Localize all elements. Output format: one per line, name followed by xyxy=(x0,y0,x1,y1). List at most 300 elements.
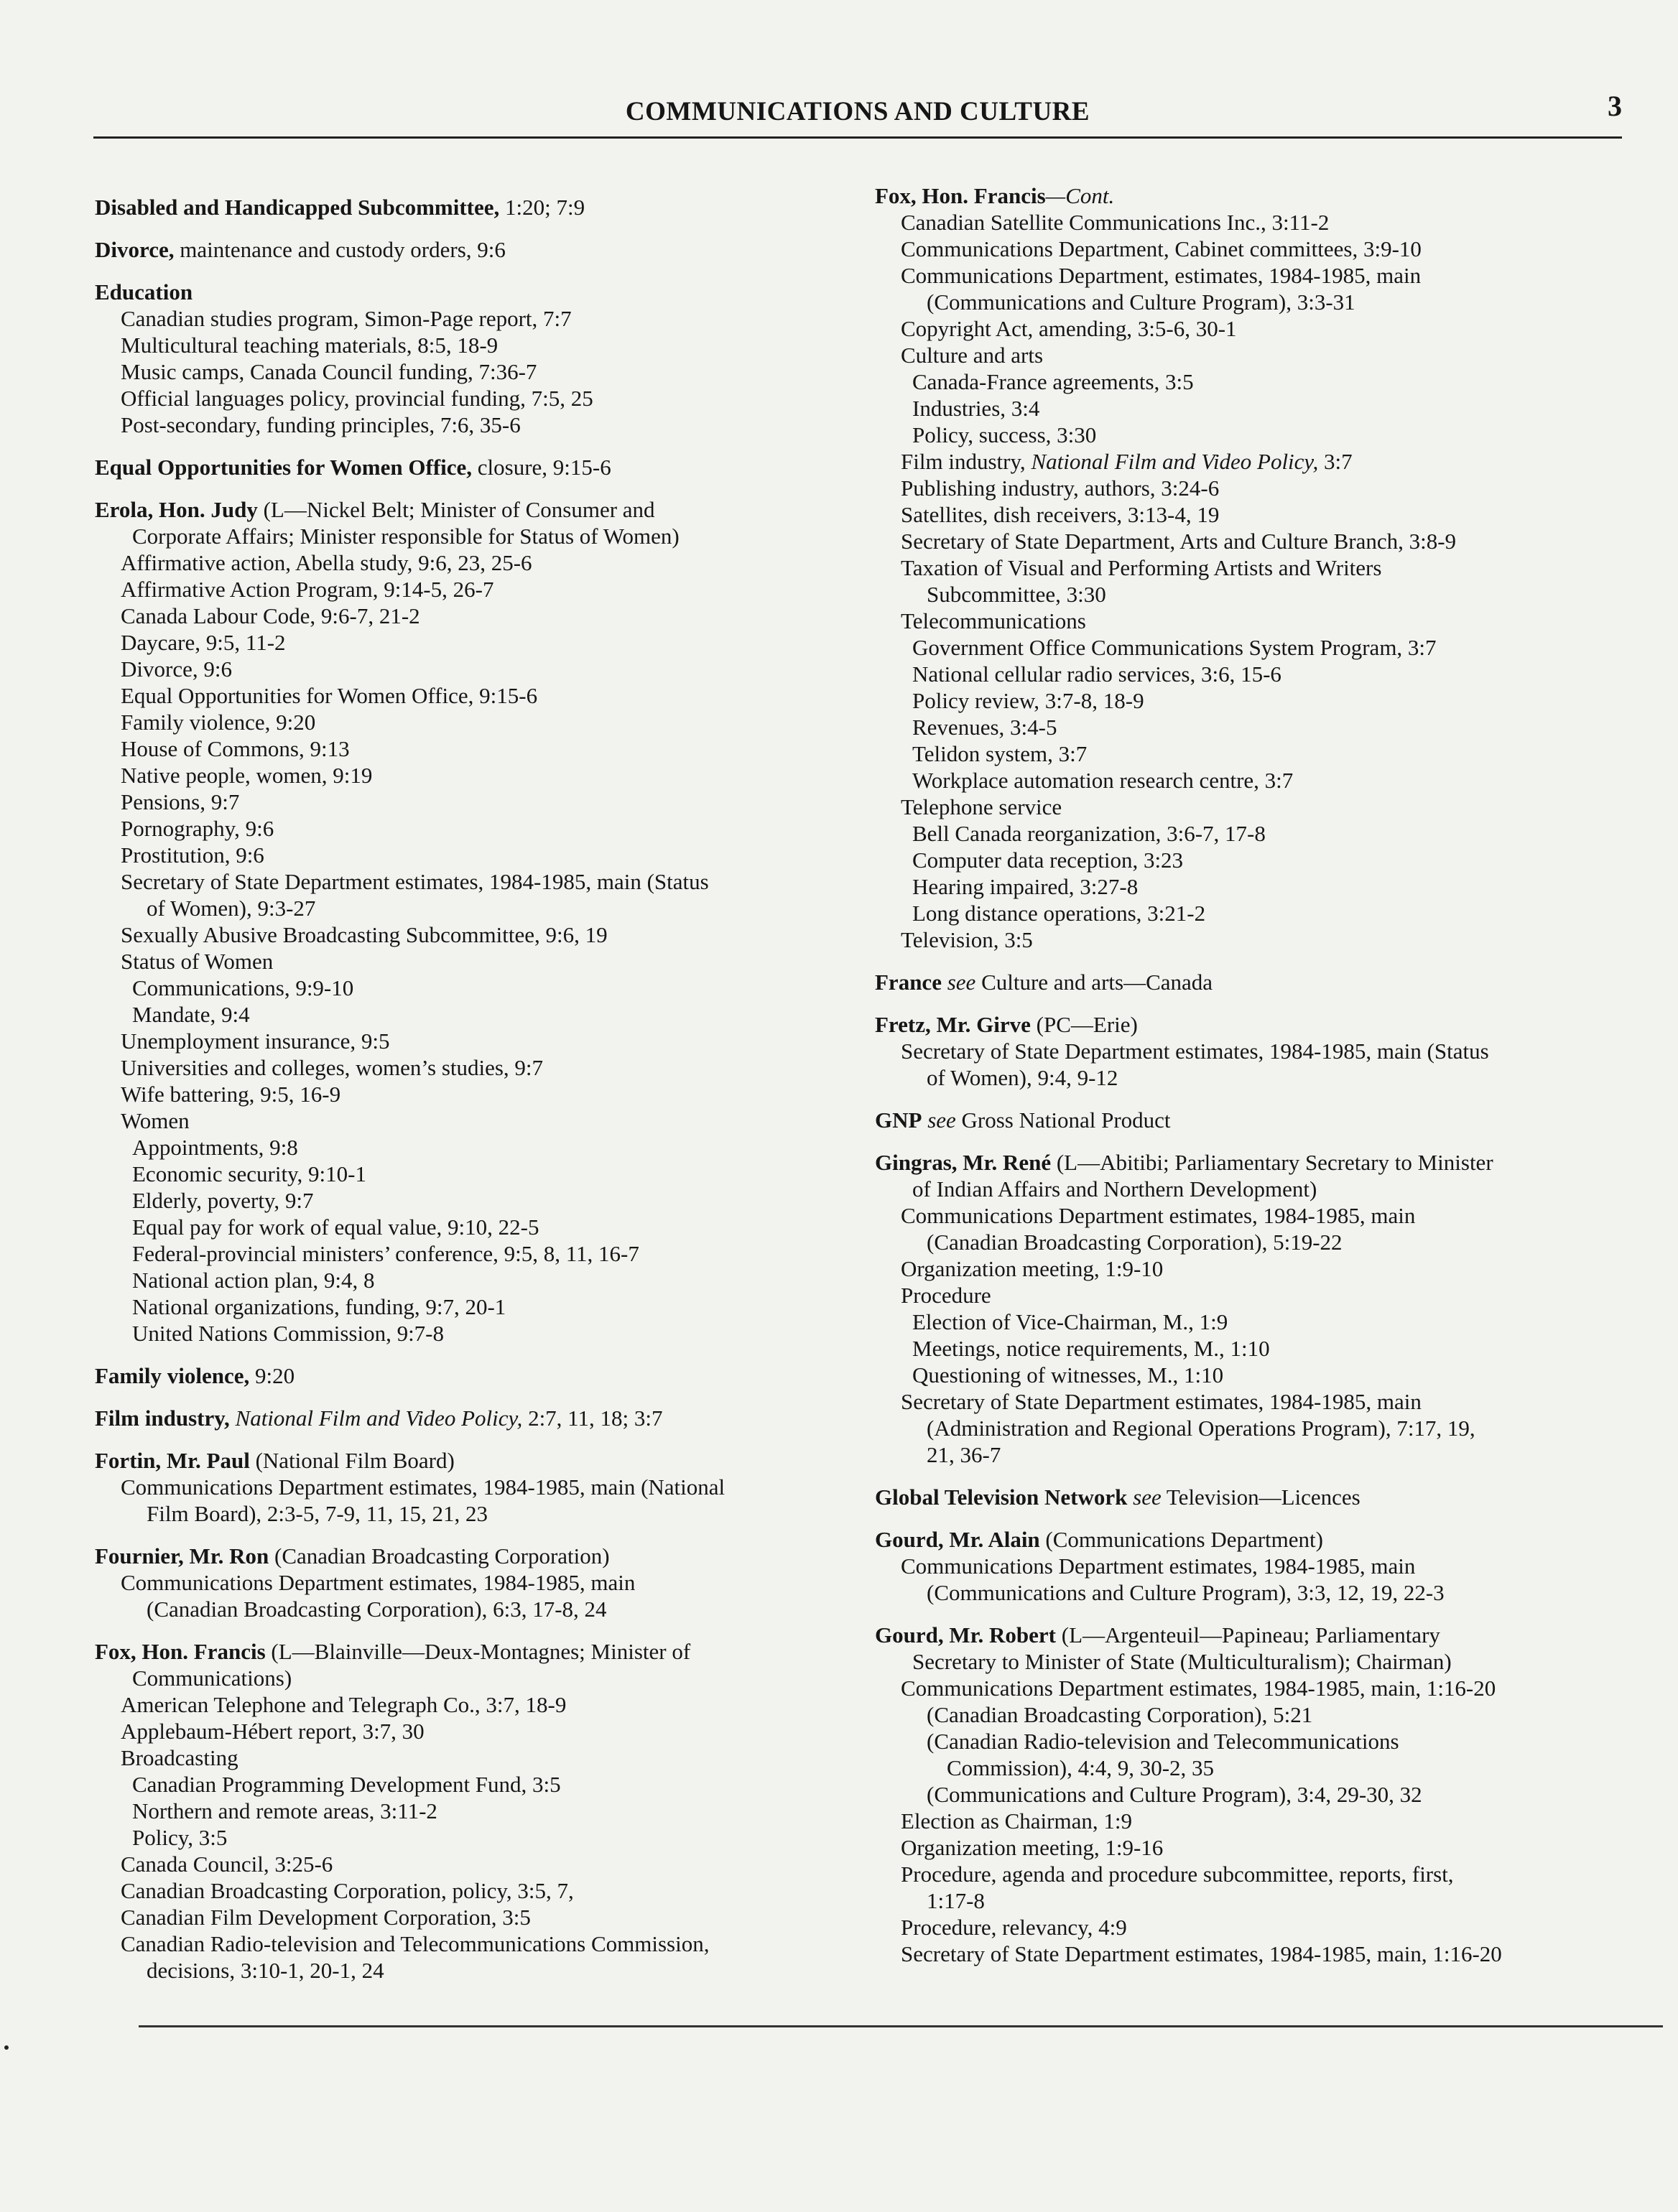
entry-term: GNP xyxy=(875,1107,922,1133)
entry-text: (Canadian Broadcasting Corporation), 6:3, 17-8, 24 xyxy=(147,1597,607,1622)
entry-subline xyxy=(95,762,856,789)
entry-text: of Indian Affairs and Northern Development) xyxy=(912,1176,1317,1202)
entry-term: Gingras, Mr. René xyxy=(875,1150,1052,1175)
index-entry xyxy=(875,1107,1665,1133)
entry-text: Federal-provincial ministers’ conference, 9:5, 8, 11, 16-7 xyxy=(132,1241,639,1266)
entry-subline xyxy=(95,412,856,438)
entry-subline xyxy=(875,262,1665,289)
entry-heading-line xyxy=(875,1484,1665,1510)
entry-heading-line xyxy=(875,1526,1665,1553)
entry-text: Satellites, dish receivers, 3:13-4, 19 xyxy=(901,502,1220,527)
index-column-left xyxy=(95,194,856,1999)
index-entry xyxy=(95,1405,856,1431)
entry-subline xyxy=(875,1941,1665,1967)
entry-subline xyxy=(875,1064,1665,1091)
entry-subline xyxy=(95,1569,856,1596)
entry-text: American Telephone and Telegraph Co., 3:7, 18-9 xyxy=(121,1692,567,1717)
entry-text: Broadcasting xyxy=(121,1745,238,1770)
entry-text: Television—Licences xyxy=(1161,1484,1361,1510)
running-header xyxy=(93,90,1622,136)
entry-subline xyxy=(95,1877,856,1904)
entry-text: Canadian Radio-television and Telecommunications Commission, xyxy=(121,1931,710,1956)
entry-italic-text: see xyxy=(1133,1484,1162,1510)
entry-subline xyxy=(875,528,1665,554)
entry-text: Subcommittee, 3:30 xyxy=(927,582,1106,607)
index-entry xyxy=(875,1526,1665,1606)
entry-subline xyxy=(875,767,1665,794)
entry-subline xyxy=(875,1553,1665,1579)
entry-subline xyxy=(875,448,1665,475)
entry-text: of Women), 9:3-27 xyxy=(147,896,316,921)
entry-subline xyxy=(95,656,856,682)
entry-text: 3:7 xyxy=(1318,449,1353,474)
entry-subline xyxy=(95,385,856,412)
entry-subline xyxy=(875,926,1665,953)
entry-heading-line xyxy=(95,454,856,480)
entry-text: Policy, 3:5 xyxy=(132,1825,228,1850)
entry-heading-line xyxy=(875,182,1665,209)
entry-subline xyxy=(875,209,1665,236)
entry-subline xyxy=(875,608,1665,634)
entry-heading-line xyxy=(95,1447,856,1474)
entry-text: Equal Opportunities for Women Office, 9:15-6 xyxy=(121,683,538,708)
entry-subline xyxy=(95,305,856,332)
entry-subline xyxy=(95,1957,856,1984)
entry-text: Native people, women, 9:19 xyxy=(121,763,373,788)
entry-text: Canadian Programming Development Fund, 3:5 xyxy=(132,1772,561,1797)
entry-text: Publishing industry, authors, 3:24-6 xyxy=(901,475,1220,501)
entry-subline xyxy=(95,682,856,709)
entry-text: Pornography, 9:6 xyxy=(121,816,274,841)
entry-term: Fretz, Mr. Girve xyxy=(875,1012,1031,1037)
entry-subline xyxy=(95,1267,856,1293)
entry-subline xyxy=(875,661,1665,687)
entry-subline xyxy=(875,1388,1665,1415)
entry-subline xyxy=(95,1161,856,1187)
entry-subline xyxy=(875,236,1665,262)
entry-text: Wife battering, 9:5, 16-9 xyxy=(121,1082,341,1107)
entry-subline xyxy=(875,554,1665,581)
entry-text: Communications Department estimates, 1984-1985, main xyxy=(901,1553,1416,1579)
entry-subline xyxy=(95,332,856,358)
entry-text: Secretary of State Department, Arts and Culture Branch, 3:8-9 xyxy=(901,529,1457,554)
index-entry xyxy=(875,969,1665,995)
entry-text: 9:20 xyxy=(249,1363,295,1388)
entry-text: (National Film Board) xyxy=(249,1448,455,1473)
entry-subline xyxy=(875,1781,1665,1808)
entry-subline xyxy=(95,1187,856,1214)
entry-text: Daycare, 9:5, 11-2 xyxy=(121,630,286,655)
entry-text: Canada Council, 3:25-6 xyxy=(121,1851,333,1877)
entry-subline xyxy=(95,1001,856,1028)
entry-text: (Communications and Culture Program), 3:3-31 xyxy=(927,289,1355,315)
entry-term: Global Television Network xyxy=(875,1484,1128,1510)
index-entry xyxy=(875,182,1665,953)
entry-text: Communications Department estimates, 1984-1985, main (National xyxy=(121,1474,726,1500)
entry-text: Status of Women xyxy=(121,949,274,974)
entry-text: (Communications and Culture Program), 3:4, 29-30, 32 xyxy=(927,1782,1422,1807)
entry-term: Education xyxy=(95,279,193,305)
entry-text: (Canadian Broadcasting Corporation), 5:21 xyxy=(927,1702,1313,1727)
entry-text: Northern and remote areas, 3:11-2 xyxy=(132,1798,437,1823)
entry-subline xyxy=(875,501,1665,528)
entry-subline xyxy=(95,1930,856,1957)
entry-text: National organizations, funding, 9:7, 20-1 xyxy=(132,1294,506,1319)
entry-term: Gourd, Mr. Alain xyxy=(875,1527,1040,1552)
index-entry xyxy=(95,496,856,1347)
entry-heading-line xyxy=(875,1107,1665,1133)
entry-text: United Nations Commission, 9:7-8 xyxy=(132,1321,444,1346)
index-entry xyxy=(875,1011,1665,1091)
entry-heading-line xyxy=(95,236,856,263)
entry-subline xyxy=(95,1718,856,1744)
entry-text: Secretary to Minister of State (Multiculturalism); Chairman) xyxy=(912,1649,1452,1674)
entry-text: Film Board), 2:3-5, 7-9, 11, 15, 21, 23 xyxy=(147,1501,488,1526)
entry-text: Canada-France agreements, 3:5 xyxy=(912,369,1194,394)
entry-heading-line xyxy=(875,1149,1665,1176)
entry-subline xyxy=(875,368,1665,395)
entry-subline xyxy=(95,948,856,975)
entry-italic-text: National Film and Video Policy, xyxy=(235,1405,523,1431)
entry-italic-text: National Film and Video Policy, xyxy=(1031,449,1319,474)
entry-subline xyxy=(875,1038,1665,1064)
index-entry xyxy=(95,194,856,220)
entry-text: Gross National Product xyxy=(955,1107,1171,1133)
entry-subline xyxy=(875,581,1665,608)
entry-subline xyxy=(95,1214,856,1240)
entry-subline xyxy=(95,895,856,921)
entry-subline xyxy=(875,342,1665,368)
entry-term: Fox, Hon. Francis xyxy=(875,183,1046,208)
entry-text: Election of Vice-Chairman, M., 1:9 xyxy=(912,1309,1228,1334)
entry-text: Telidon system, 3:7 xyxy=(912,741,1088,766)
entry-text: Women xyxy=(121,1108,190,1133)
entry-text: 2:7, 11, 18; 3:7 xyxy=(522,1405,663,1431)
entry-text: Corporate Affairs; Minister responsible for Status of Women) xyxy=(132,524,680,549)
entry-text: Canadian studies program, Simon-Page report, 7:7 xyxy=(121,306,572,331)
entry-subline xyxy=(95,1320,856,1347)
entry-text: Telecommunications xyxy=(901,608,1086,633)
entry-heading-line xyxy=(95,1362,856,1389)
entry-subline xyxy=(95,576,856,603)
entry-text xyxy=(230,1405,236,1431)
entry-subline xyxy=(875,1441,1665,1468)
entry-text: Commission), 4:4, 9, 30-2, 35 xyxy=(947,1755,1215,1780)
entry-text: Copyright Act, amending, 3:5-6, 30-1 xyxy=(901,316,1237,341)
entry-subline xyxy=(875,687,1665,714)
entry-subline xyxy=(95,1744,856,1771)
entry-text: Procedure xyxy=(901,1283,991,1308)
entry-heading-line xyxy=(95,279,856,305)
entry-subline xyxy=(95,629,856,656)
entry-term: Gourd, Mr. Robert xyxy=(875,1622,1056,1648)
entry-text: Multicultural teaching materials, 8:5, 18-9 xyxy=(121,333,499,358)
entry-subline xyxy=(95,789,856,815)
entry-text xyxy=(1127,1484,1133,1510)
entry-text: Unemployment insurance, 9:5 xyxy=(121,1028,390,1054)
entry-text: National cellular radio services, 3:6, 15-6 xyxy=(912,661,1281,687)
entry-heading-line xyxy=(95,1405,856,1431)
entry-text: Culture and arts xyxy=(901,343,1044,368)
entry-text: Culture and arts—Canada xyxy=(975,970,1213,995)
entry-subline xyxy=(95,1240,856,1267)
entry-term: France xyxy=(875,970,942,995)
entry-subline xyxy=(95,815,856,842)
entry-text: Policy review, 3:7-8, 18-9 xyxy=(912,688,1144,713)
entry-term: Family violence, xyxy=(95,1363,250,1388)
index-entry xyxy=(875,1484,1665,1510)
entry-text: Canadian Broadcasting Corporation, policy, 3:5, 7, xyxy=(121,1878,574,1903)
entry-text: (Communications Department) xyxy=(1039,1527,1323,1552)
entry-text: Sexually Abusive Broadcasting Subcommittee, 9:6, 19 xyxy=(121,922,608,947)
entry-text: (L—Nickel Belt; Minister of Consumer and xyxy=(257,497,655,522)
entry-text: Communications Department estimates, 1984-1985, main xyxy=(901,1203,1416,1228)
entry-subline xyxy=(95,1134,856,1161)
entry-text: Organization meeting, 1:9-10 xyxy=(901,1256,1164,1281)
entry-subline xyxy=(875,1255,1665,1282)
entry-text: National action plan, 9:4, 8 xyxy=(132,1268,375,1293)
entry-text: Industries, 3:4 xyxy=(912,396,1040,421)
entry-text: Pensions, 9:7 xyxy=(121,789,240,814)
entry-subline xyxy=(875,1176,1665,1202)
entry-subline xyxy=(95,1824,856,1851)
entry-subline xyxy=(875,1914,1665,1941)
entry-text: Communications Department, Cabinet committees, 3:9-10 xyxy=(901,236,1422,261)
entry-heading-line xyxy=(95,1543,856,1569)
entry-subline xyxy=(875,1309,1665,1335)
entry-text: 1:17-8 xyxy=(927,1888,985,1913)
entry-text: (L—Blainville—Deux-Montagnes; Minister of xyxy=(265,1639,691,1664)
entry-text: Mandate, 9:4 xyxy=(132,1002,250,1027)
entry-text: Affirmative action, Abella study, 9:6, 23, 25-6 xyxy=(121,550,532,575)
entry-text: (Communications and Culture Program), 3:3, 12, 19, 22-3 xyxy=(927,1580,1445,1605)
entry-text: Post-secondary, funding principles, 7:6, 35-6 xyxy=(121,412,521,437)
index-entry xyxy=(95,1447,856,1527)
entry-text xyxy=(942,970,947,995)
index-entry xyxy=(875,1622,1665,1967)
index-entry xyxy=(95,1543,856,1622)
entry-subline xyxy=(95,1293,856,1320)
entry-italic-text: see xyxy=(947,970,976,995)
entry-subline xyxy=(875,1648,1665,1675)
entry-subline xyxy=(95,523,856,549)
entry-text: decisions, 3:10-1, 20-1, 24 xyxy=(147,1958,384,1983)
entry-text: Official languages policy, provincial funding, 7:5, 25 xyxy=(121,386,593,411)
entry-text: Computer data reception, 3:23 xyxy=(912,847,1184,873)
entry-subline xyxy=(875,1229,1665,1255)
entry-heading-line xyxy=(95,194,856,220)
entry-text: (L—Argenteuil—Papineau; Parliamentary xyxy=(1056,1622,1440,1648)
entry-text: Policy, success, 3:30 xyxy=(912,422,1097,447)
entry-text: Procedure, agenda and procedure subcommittee, reports, first, xyxy=(901,1862,1454,1887)
scan-mark xyxy=(4,2045,9,2050)
entry-text: Workplace automation research centre, 3:7 xyxy=(912,768,1294,793)
entry-term: Fortin, Mr. Paul xyxy=(95,1448,250,1473)
entry-text: Communications Department estimates, 1984-1985, main, 1:16-20 xyxy=(901,1676,1496,1701)
entry-text: Communications) xyxy=(132,1665,292,1691)
entry-text: Communications Department estimates, 1984-1985, main xyxy=(121,1570,636,1595)
entry-subline xyxy=(95,1904,856,1930)
entry-subline xyxy=(875,1675,1665,1701)
index-entry xyxy=(95,279,856,438)
entry-text: (Administration and Regional Operations Program), 7:17, 19, xyxy=(927,1416,1475,1441)
index-entry xyxy=(95,1638,856,1984)
entry-subline xyxy=(875,820,1665,847)
entry-subline xyxy=(875,873,1665,900)
entry-text: Secretary of State Department estimates, 1984-1985, main (Status xyxy=(121,869,709,894)
entry-text: Divorce, 9:6 xyxy=(121,656,232,682)
entry-term: Divorce, xyxy=(95,237,175,262)
entry-text: 21, 36-7 xyxy=(927,1442,1001,1467)
entry-text: Meetings, notice requirements, M., 1:10 xyxy=(912,1336,1270,1361)
entry-text: Appointments, 9:8 xyxy=(132,1135,298,1160)
entry-text: Television, 3:5 xyxy=(901,927,1033,952)
entry-text: Economic security, 9:10-1 xyxy=(132,1161,366,1186)
entry-subline xyxy=(95,735,856,762)
entry-text: Procedure, relevancy, 4:9 xyxy=(901,1915,1127,1940)
entry-text: (Canadian Radio-television and Telecommunications xyxy=(927,1729,1399,1754)
entry-term: Disabled and Handicapped Subcommittee, xyxy=(95,195,500,220)
entry-subline xyxy=(95,1474,856,1500)
entry-subline xyxy=(875,475,1665,501)
entry-subline xyxy=(95,975,856,1001)
entry-subline xyxy=(875,1415,1665,1441)
entry-subline xyxy=(875,289,1665,315)
entry-subline xyxy=(95,603,856,629)
entry-subline xyxy=(875,1808,1665,1834)
entry-italic-text: see xyxy=(927,1107,956,1133)
entry-subline xyxy=(95,549,856,576)
entry-term: Fox, Hon. Francis xyxy=(95,1639,266,1664)
index-entry xyxy=(95,1362,856,1389)
entry-subline xyxy=(875,794,1665,820)
entry-text: of Women), 9:4, 9-12 xyxy=(927,1065,1118,1090)
entry-text: 1:20; 7:9 xyxy=(499,195,585,220)
entry-text: Elderly, poverty, 9:7 xyxy=(132,1188,314,1213)
entry-term: Fournier, Mr. Ron xyxy=(95,1543,269,1569)
entry-subline xyxy=(875,395,1665,422)
entry-heading-line xyxy=(875,1622,1665,1648)
entry-subline xyxy=(875,1202,1665,1229)
entry-subline xyxy=(875,1335,1665,1362)
entry-text: Canadian Satellite Communications Inc., 3:11-2 xyxy=(901,210,1330,235)
entry-text: Revenues, 3:4-5 xyxy=(912,715,1057,740)
entry-subline xyxy=(95,1054,856,1081)
entry-subline xyxy=(875,1834,1665,1861)
entry-text: Equal pay for work of equal value, 9:10, 22-5 xyxy=(132,1214,539,1240)
entry-text: Telephone service xyxy=(901,794,1062,819)
entry-heading-line xyxy=(875,1011,1665,1038)
entry-text: closure, 9:15-6 xyxy=(472,455,611,480)
entry-term: Equal Opportunities for Women Office, xyxy=(95,455,473,480)
entry-subline xyxy=(875,714,1665,740)
entry-text: Canada Labour Code, 9:6-7, 21-2 xyxy=(121,603,420,628)
index-entry xyxy=(95,236,856,263)
entry-text: House of Commons, 9:13 xyxy=(121,736,350,761)
entry-subline xyxy=(95,842,856,868)
entry-subline xyxy=(875,1861,1665,1887)
entry-italic-text: —Cont. xyxy=(1045,183,1115,208)
page-number: 3 xyxy=(1608,90,1622,122)
entry-subline xyxy=(875,1362,1665,1388)
entry-subline xyxy=(875,1728,1665,1755)
entry-subline xyxy=(95,358,856,385)
entry-subline xyxy=(95,868,856,895)
entry-text: Universities and colleges, women’s studies, 9:7 xyxy=(121,1055,544,1080)
entry-text: Secretary of State Department estimates, 1984-1985, main (Status xyxy=(901,1038,1489,1064)
entry-subline xyxy=(95,1500,856,1527)
entry-text: Long distance operations, 3:21-2 xyxy=(912,901,1206,926)
page-title: COMMUNICATIONS AND CULTURE xyxy=(625,97,1090,126)
entry-text: Affirmative Action Program, 9:14-5, 26-7 xyxy=(121,577,494,602)
entry-text: Communications Department, estimates, 1984-1985, main xyxy=(901,263,1422,288)
entry-text: Canadian Film Development Corporation, 3:5 xyxy=(121,1905,531,1930)
entry-subline xyxy=(875,1282,1665,1309)
entry-text: maintenance and custody orders, 9:6 xyxy=(174,237,506,262)
entry-text: Applebaum-Hébert report, 3:7, 30 xyxy=(121,1719,425,1744)
entry-text: (Canadian Broadcasting Corporation), 5:19-22 xyxy=(927,1230,1343,1255)
entry-text: Prostitution, 9:6 xyxy=(121,842,264,868)
entry-subline xyxy=(95,1665,856,1691)
entry-subline xyxy=(95,1851,856,1877)
entry-text: Election as Chairman, 1:9 xyxy=(901,1808,1132,1834)
entry-subline xyxy=(875,634,1665,661)
entry-heading-line xyxy=(95,496,856,523)
entry-text: Questioning of witnesses, M., 1:10 xyxy=(912,1362,1224,1388)
entry-subline xyxy=(95,1798,856,1824)
header-rule xyxy=(93,136,1622,139)
entry-heading-line xyxy=(95,1638,856,1665)
entry-text: Music camps, Canada Council funding, 7:36-7 xyxy=(121,359,537,384)
entry-heading-line xyxy=(875,969,1665,995)
entry-text: Taxation of Visual and Performing Artists and Writers xyxy=(901,555,1382,580)
entry-subline xyxy=(95,709,856,735)
entry-subline xyxy=(875,1887,1665,1914)
entry-subline xyxy=(95,1691,856,1718)
entry-text: Hearing impaired, 3:27-8 xyxy=(912,874,1139,899)
entry-subline xyxy=(875,740,1665,767)
entry-text: (Canadian Broadcasting Corporation) xyxy=(269,1543,610,1569)
entry-term: Film industry, xyxy=(95,1405,230,1431)
entry-text: Family violence, 9:20 xyxy=(121,710,316,735)
entry-text: Organization meeting, 1:9-16 xyxy=(901,1835,1164,1860)
entry-text: Film industry, xyxy=(901,449,1032,474)
entry-term: Erola, Hon. Judy xyxy=(95,497,258,522)
entry-text: Secretary of State Department estimates, 1984-1985, main xyxy=(901,1389,1422,1414)
entry-subline xyxy=(875,847,1665,873)
index-column-right xyxy=(875,182,1665,1983)
entry-subline xyxy=(95,1771,856,1798)
entry-subline xyxy=(875,900,1665,926)
entry-text: Communications, 9:9-10 xyxy=(132,975,354,1000)
footer-rule xyxy=(139,2025,1663,2027)
entry-subline xyxy=(95,1596,856,1622)
entry-subline xyxy=(95,1081,856,1107)
entry-text: Government Office Communications System Program, 3:7 xyxy=(912,635,1437,660)
entry-text: Secretary of State Department estimates, 1984-1985, main, 1:16-20 xyxy=(901,1941,1502,1966)
entry-subline xyxy=(95,1028,856,1054)
entry-subline xyxy=(875,315,1665,342)
entry-subline xyxy=(875,1755,1665,1781)
entry-text: (PC—Erie) xyxy=(1030,1012,1138,1037)
entry-subline xyxy=(95,1107,856,1134)
index-entry xyxy=(875,1149,1665,1468)
entry-subline xyxy=(875,1701,1665,1728)
entry-text: (L—Abitibi; Parliamentary Secretary to Minister xyxy=(1051,1150,1493,1175)
entry-subline xyxy=(875,1579,1665,1606)
entry-subline xyxy=(875,422,1665,448)
entry-text: Bell Canada reorganization, 3:6-7, 17-8 xyxy=(912,821,1266,846)
